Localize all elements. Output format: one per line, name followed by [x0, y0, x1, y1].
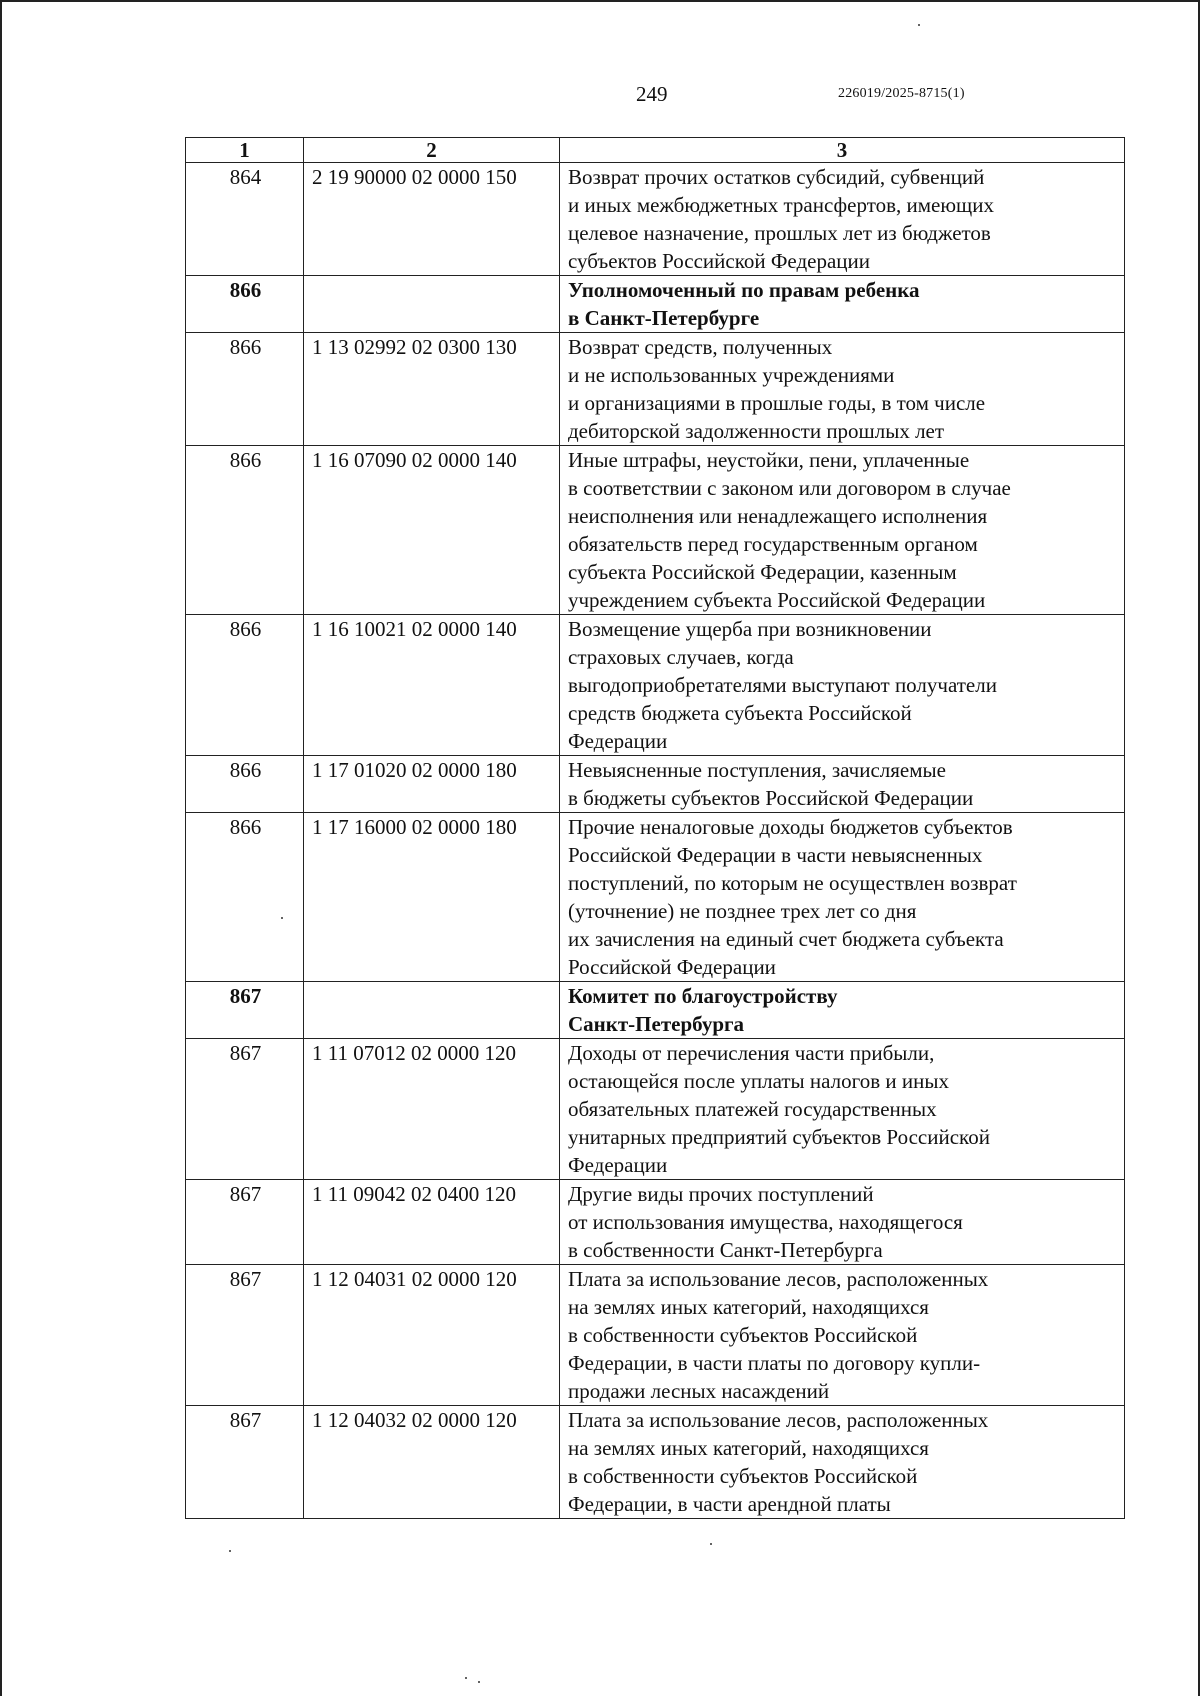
- revenue-name-cell: Прочие неналоговые доходы бюджетов субъектов Российской Федерации в части невыясненных поступлений, по которым не осуществлен возврат (уточнение) не позднее трех лет со дня их зачисления на единый счет бюджета субъекта Российской Федерации: [560, 813, 1125, 982]
- table-column-header-row: [186, 138, 1125, 163]
- kbk-code-cell: 1 12 04032 02 0000 120: [304, 1406, 560, 1519]
- scan-speck: [281, 917, 283, 919]
- admin-code-cell: 867: [186, 1039, 304, 1180]
- table-row: [186, 813, 1125, 982]
- table-section-header-row: [186, 982, 1125, 1039]
- revenue-name-cell: Другие виды прочих поступлений от использования имущества, находящегося в собственности Санкт-Петербурга: [560, 1180, 1125, 1265]
- kbk-code-cell: 1 16 10021 02 0000 140: [304, 615, 560, 756]
- table-row: [186, 446, 1125, 615]
- admin-code-cell: 867: [186, 1180, 304, 1265]
- table-row: [186, 1039, 1125, 1180]
- column-header: 1: [186, 138, 304, 163]
- scan-speck: [918, 24, 920, 26]
- admin-code-cell: 866: [186, 333, 304, 446]
- kbk-code-cell: 1 11 09042 02 0400 120: [304, 1180, 560, 1265]
- kbk-code-cell: 1 12 04031 02 0000 120: [304, 1265, 560, 1406]
- revenue-name-cell: Доходы от перечисления части прибыли, остающейся после уплаты налогов и иных обязательных платежей государственных унитарных предприятий субъектов Российской Федерации: [560, 1039, 1125, 1180]
- admin-code-cell: 867: [186, 1265, 304, 1406]
- table-row: [186, 333, 1125, 446]
- kbk-code-cell: 1 17 16000 02 0000 180: [304, 813, 560, 982]
- revenue-name-cell: Невыясненные поступления, зачисляемые в бюджеты субъектов Российской Федерации: [560, 756, 1125, 813]
- kbk-code-cell: 1 11 07012 02 0000 120: [304, 1039, 560, 1180]
- admin-code-cell: 866: [186, 756, 304, 813]
- admin-code-cell: 864: [186, 163, 304, 276]
- scan-speck: [465, 1677, 467, 1679]
- table-row: [186, 1180, 1125, 1265]
- scan-speck: [229, 1550, 231, 1552]
- table-section-header-row: [186, 276, 1125, 333]
- revenue-name-cell: Комитет по благоустройству Санкт-Петербурга: [560, 982, 1125, 1039]
- table-row: [186, 1406, 1125, 1519]
- revenue-name-cell: Плата за использование лесов, расположенных на землях иных категорий, находящихся в собственности субъектов Российской Федерации, в части арендной платы: [560, 1406, 1125, 1519]
- table-row: [186, 615, 1125, 756]
- kbk-code-cell: 2 19 90000 02 0000 150: [304, 163, 560, 276]
- table-row: [186, 1265, 1125, 1406]
- kbk-code-cell: 1 16 07090 02 0000 140: [304, 446, 560, 615]
- table-row: [186, 756, 1125, 813]
- scan-speck: [710, 1543, 712, 1545]
- admin-code-cell: 866: [186, 276, 304, 333]
- column-header: 2: [304, 138, 560, 163]
- admin-code-cell: 867: [186, 982, 304, 1039]
- kbk-code-cell: [304, 982, 560, 1039]
- column-header: 3: [560, 138, 1125, 163]
- revenue-name-cell: Плата за использование лесов, расположенных на землях иных категорий, находящихся в собственности субъектов Российской Федерации, в части платы по договору купли- продажи лесных насаждений: [560, 1265, 1125, 1406]
- admin-code-cell: 866: [186, 446, 304, 615]
- budget-table: [185, 137, 1125, 1519]
- revenue-name-cell: Уполномоченный по правам ребенка в Санкт-Петербурге: [560, 276, 1125, 333]
- document-reference: 226019/2025-8715(1): [838, 86, 965, 101]
- kbk-code-cell: 1 17 01020 02 0000 180: [304, 756, 560, 813]
- page-number: 249: [636, 82, 668, 106]
- revenue-name-cell: Возврат средств, полученных и не использованных учреждениями и организациями в прошлые годы, в том числе дебиторской задолженности прошлых лет: [560, 333, 1125, 446]
- kbk-code-cell: 1 13 02992 02 0300 130: [304, 333, 560, 446]
- admin-code-cell: 867: [186, 1406, 304, 1519]
- kbk-code-cell: [304, 276, 560, 333]
- scan-speck: [478, 1681, 480, 1683]
- admin-code-cell: 866: [186, 615, 304, 756]
- revenue-name-cell: Возмещение ущерба при возникновении страховых случаев, когда выгодоприобретателями выступают получатели средств бюджета субъекта Российской Федерации: [560, 615, 1125, 756]
- revenue-name-cell: Возврат прочих остатков субсидий, субвенций и иных межбюджетных трансфертов, имеющих целевое назначение, прошлых лет из бюджетов субъектов Российской Федерации: [560, 163, 1125, 276]
- revenue-name-cell: Иные штрафы, неустойки, пени, уплаченные в соответствии с законом или договором в случае неисполнения или ненадлежащего исполнения обязательств перед государственным органом субъекта Российской Федерации, казенным учреждением субъекта Российской Федерации: [560, 446, 1125, 615]
- table-row: [186, 163, 1125, 276]
- admin-code-cell: 866: [186, 813, 304, 982]
